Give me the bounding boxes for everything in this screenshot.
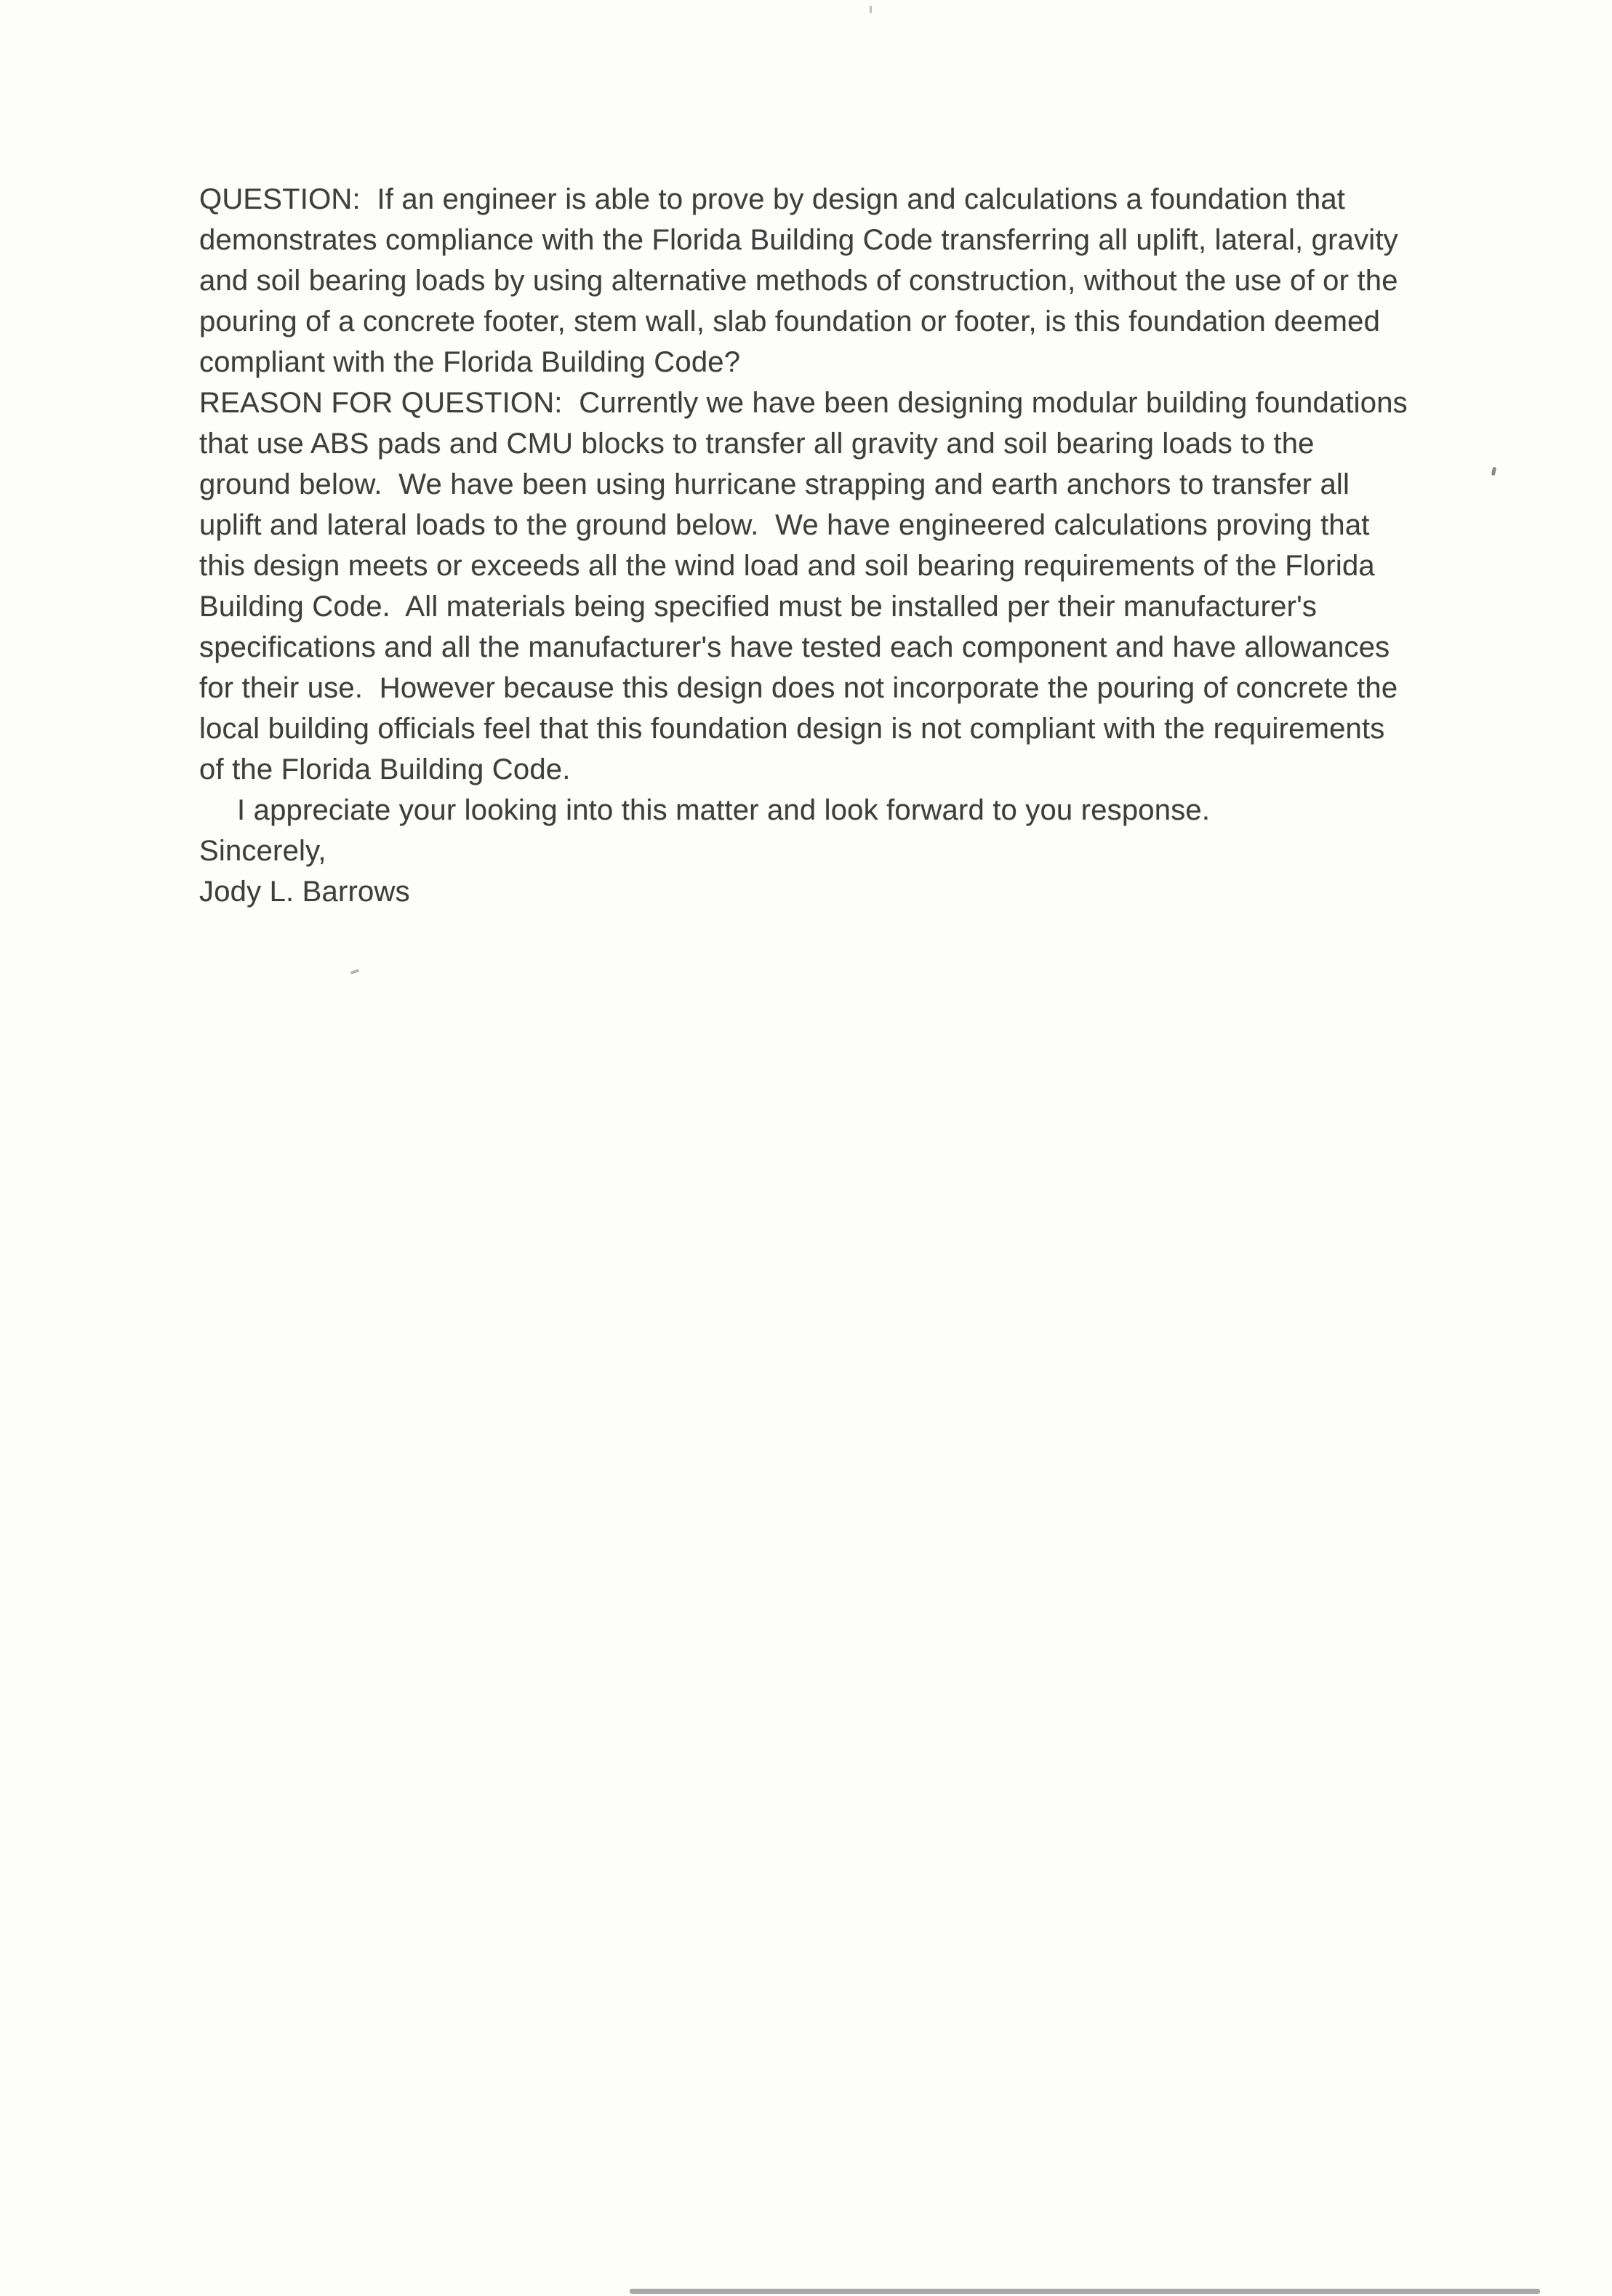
- paragraph-reason-for-question: REASON FOR QUESTION: Currently we have been designing modular building foundations that use ABS pads and CMU blocks to transfer all gravity and soil bearing loads to the ground below. We have been using hurricane strapping and earth anchors to transfer all uplift and lateral loads to the ground below. We have engineered calculations proving that this design meets or exceeds all the wind load and soil bearing requirements of the Florida Building Code. All materials being specified must be installed per their manufacturer's specifications and all the manufacturer's have tested each component and have allowances for their use. However because this design does not incorporate the pouring of concrete the local building officials feel that this foundation design is not compliant with the requirements of the Florida Building Code.: [199, 387, 1416, 785]
- letter-body: [199, 179, 1416, 912]
- scan-speckle: [350, 969, 360, 975]
- scan-edge-artifact: [630, 2289, 1540, 2294]
- scan-speckle: [1491, 467, 1496, 476]
- paragraph-appreciation: I appreciate your looking into this matter and look forward to you response.: [237, 794, 1211, 826]
- scan-speckle: [870, 6, 872, 13]
- paragraph-question: QUESTION: If an engineer is able to prove by design and calculations a foundation that demonstrates compliance with the Florida Building Code transferring all uplift, lateral, gravity and soil bearing loads by using alternative methods of construction, without the use of or the pouring of a concrete footer, stem wall, slab foundation or footer, is this foundation deemed compliant with the Florida Building Code?: [199, 183, 1407, 378]
- closing-sincerely: Sincerely,: [199, 835, 326, 867]
- signature-name: Jody L. Barrows: [199, 876, 410, 908]
